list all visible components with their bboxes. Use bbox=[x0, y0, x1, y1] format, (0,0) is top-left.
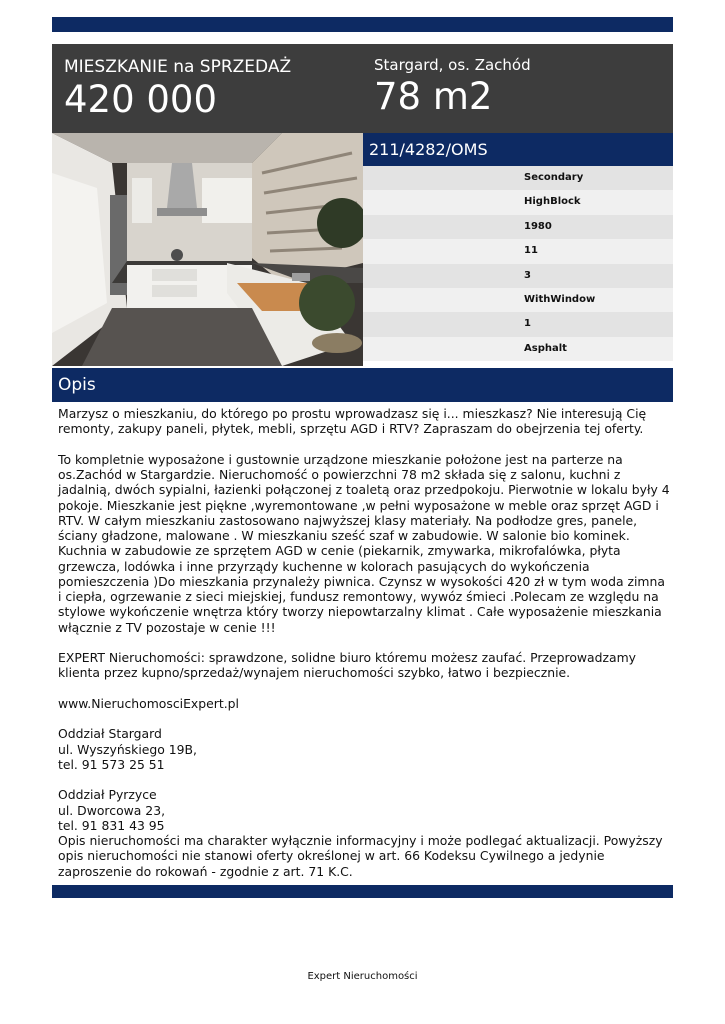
kitchen-photo-image bbox=[52, 133, 363, 366]
website-text: www.NieruchomosciExpert.pl bbox=[58, 695, 239, 711]
detail-value: 11 bbox=[524, 245, 538, 257]
detail-value: Asphalt bbox=[524, 342, 567, 354]
description-body bbox=[58, 406, 670, 879]
detail-value: WithWindow bbox=[524, 293, 596, 305]
details-row bbox=[363, 312, 673, 336]
description-heading: Opis bbox=[52, 368, 673, 402]
listing-reference: 211/4282/OMS bbox=[363, 133, 673, 166]
description-paragraph: Marzysz o mieszkaniu, do którego po prostu wprowadzasz się i... mieszkasz? Nie interesują Cię remonty, zakupy paneli, płytek, mebli, sprzętu AGD i RTV? Zapraszam do obejrzenia tej oferty. bbox=[58, 406, 647, 437]
description-paragraph: To kompletnie wyposażone i gustownie urządzone mieszkanie położone jest na parterze na os.Zachód w Stargardzie. Nieruchomość o powierzchni 78 m2 składa się z salonu, kuchni z jadalnią, dwóch sypialni, łazienki połączonej z toaletą oraz przedpokoju. Pierwotnie w lokalu były 4 pokoje. Mieszkanie jest piękne ,wyremontowane ,w pełni wyposażone w meble oraz sprzęt AGD i RTV. W całym mieszkaniu zastosowano najwyższej klasy materiały. Na podłodze gres, panele, ściany gładzone, malowane . W mieszkaniu sześć szaf w zabudowie. W salonie bio kominek. Kuchnia w zabudowie ze sprzętem AGD w cenie (piekarnik, zmywarka, mikrofalówka, płyta grzewcza, lodówka i inne przyrządy kuchenne w kolorach pasujących do wykończenia pomieszczenia )Do mieszkania przynależy piwnica. Czynsz w wysokości 420 zł w tym woda zimna i ciepła, ogrzewanie z sieci miejskiej, fundusz remontowy, wywóz śmieci .Polecam ze względu na stylowe wykończenie wnętrza który tworzy niepowtarzalny klimat . Całe wyposażenie mieszkania włącznie z TV pozostaje w cenie !!! bbox=[58, 451, 670, 635]
details-table bbox=[363, 166, 673, 361]
listing-header bbox=[52, 44, 673, 133]
detail-value: 3 bbox=[524, 269, 531, 281]
detail-value: 1 bbox=[524, 318, 531, 330]
details-row bbox=[363, 264, 673, 288]
details-row bbox=[363, 190, 673, 214]
branch-stargard: Oddział Stargard ul. Wyszyńskiego 19B, tel. 91 573 25 51 bbox=[58, 726, 197, 772]
footer-text: Expert Nieruchomości bbox=[307, 971, 418, 982]
bottom-accent-bar bbox=[52, 885, 673, 898]
property-photo bbox=[52, 133, 363, 366]
details-row bbox=[363, 337, 673, 361]
details-row bbox=[363, 288, 673, 312]
details-row bbox=[363, 239, 673, 263]
top-accent-bar bbox=[52, 17, 673, 32]
branch-pyrzyce-and-disclaimer: Oddział Pyrzyce ul. Dworcowa 23, tel. 91 831 43 95 Opis nieruchomości ma charakter wyłącznie informacyjny i może podlegać aktualizacji. Powyższy opis nieruchomości nie stanowi oferty określonej w art. 66 Kodeksu Cywilnego a jedynie zaproszenie do rokowań - zgodnie z art. 71 K.C. bbox=[58, 787, 663, 879]
description-paragraph: EXPERT Nieruchomości: sprawdzone, solidne biuro któremu możesz zaufać. Przeprowadzamy klienta przez kupno/sprzedaż/wynajem nieruchomości szybko, łatwo i bezpiecznie. bbox=[58, 650, 637, 681]
detail-value: HighBlock bbox=[524, 196, 581, 208]
area: 78 m2 bbox=[374, 75, 493, 118]
property-type-label: MIESZKANIE na SPRZEDAŻ bbox=[64, 57, 292, 77]
detail-value: Secondary bbox=[524, 172, 584, 183]
details-row bbox=[363, 166, 673, 190]
price: 420 000 bbox=[64, 78, 218, 121]
details-row bbox=[363, 215, 673, 239]
detail-value: 1980 bbox=[524, 220, 552, 232]
location: Stargard, os. Zachód bbox=[374, 56, 531, 74]
